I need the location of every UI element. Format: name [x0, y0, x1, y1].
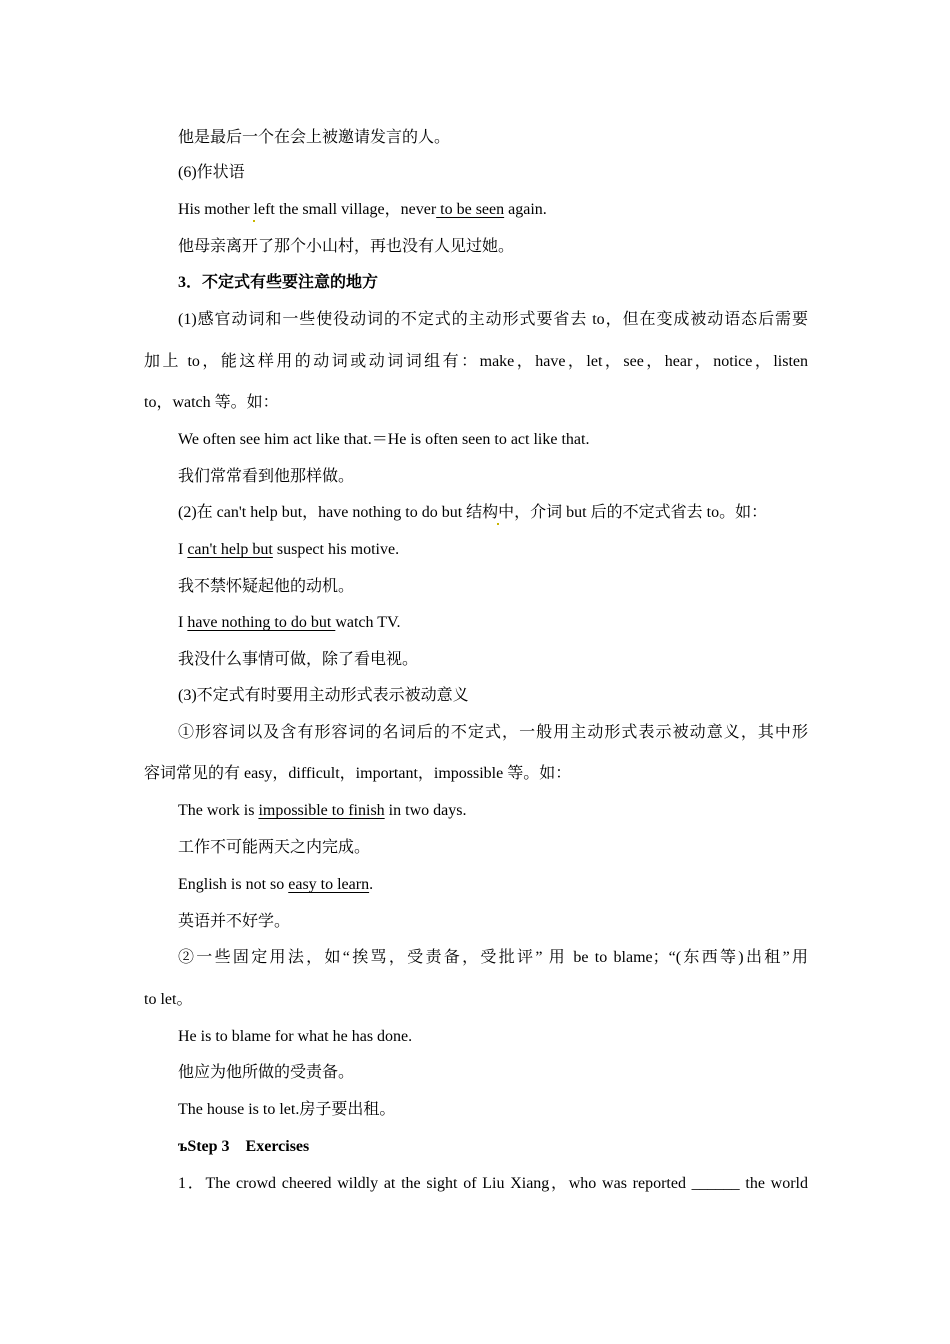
text: I — [178, 614, 188, 631]
text: suspect his motive. — [272, 541, 400, 558]
paragraph: 他是最后一个在会上被邀请发言的人。 — [178, 129, 451, 146]
example-sentence: He is to blame for what he has done. — [178, 1028, 413, 1045]
translation: 工作不可能两天之内完成。 — [178, 839, 371, 856]
example-sentence — [178, 613, 808, 633]
underlined-answer: impossible to finish — [258, 802, 385, 819]
subheading: (6)作状语 — [178, 164, 245, 181]
underlined-answer: can't help but — [187, 541, 273, 558]
exercise-question: 1．The crowd cheered wildly at the sight of Liu Xiang，who was reported ______ the world — [178, 1175, 808, 1192]
example-sentence — [178, 540, 808, 560]
heading-number: 3 — [178, 274, 186, 291]
example-sentence — [178, 875, 808, 895]
example-sentence — [178, 200, 808, 220]
paragraph: ①形容词以及含有形容词的名词后的不定式，一般用主动形式表示被动意义，其中形 — [178, 724, 808, 741]
paragraph: 加上 to，能这样用的动词或动词词组有：make，have，let，see，hear，notice，listen — [144, 353, 808, 370]
heading-text: ．不定式有些要注意的地方 — [186, 274, 379, 291]
example-sentence: We often see him act like that.＝He is often seen to act like that. — [178, 431, 590, 448]
text: in two days. — [384, 802, 467, 819]
underlined-answer: to be seen — [436, 201, 505, 218]
text: I — [178, 541, 188, 558]
text: His mother — [178, 201, 254, 218]
example-sentence — [178, 801, 808, 821]
translation: 我不禁怀疑起他的动机。 — [178, 578, 355, 595]
step-heading: ъStep 3 Exercises — [178, 1138, 310, 1155]
paragraph: 容词常见的有 easy，difficult，important，impossible 等。如： — [144, 765, 572, 782]
translation: 我没什么事情可做，除了看电视。 — [178, 651, 419, 668]
translation: 他应为他所做的受责备。 — [178, 1064, 355, 1081]
text: left the small village，never — [253, 201, 437, 218]
paragraph: to let。 — [144, 991, 193, 1008]
paragraph: ②一些固定用法，如“挨骂，受责备，受批评” 用 be to blame；“(东西等)出租”用 — [178, 949, 808, 966]
translation: 英语并不好学。 — [178, 913, 291, 930]
text: watch TV. — [335, 614, 401, 631]
underlined-answer: have nothing to do but — [187, 614, 336, 631]
translation: 我们常常看到他那样做。 — [178, 468, 355, 485]
text: again. — [504, 201, 547, 218]
paragraph: to，watch 等。如： — [144, 394, 279, 411]
text: English is not so — [178, 876, 289, 893]
paragraph: (1)感官动词和一些使役动词的不定式的主动形式要省去 to，但在变成被动语态后需要 — [178, 311, 808, 328]
subheading: (3)不定式有时要用主动形式表示被动意义 — [178, 687, 469, 704]
example-sentence: The house is to let.房子要出租。 — [178, 1101, 396, 1118]
section-heading — [178, 273, 808, 293]
text: The work is — [178, 802, 259, 819]
text: (2)在 can't help but，have nothing to do but 结构 — [178, 504, 499, 521]
paragraph — [178, 503, 808, 523]
underlined-answer: easy to learn — [288, 876, 370, 893]
text: . — [369, 876, 374, 893]
text: 中，介词 but 后的不定式省去 to。如： — [498, 504, 768, 521]
translation: 他母亲离开了那个小山村，再也没有人见过她。 — [178, 238, 515, 255]
